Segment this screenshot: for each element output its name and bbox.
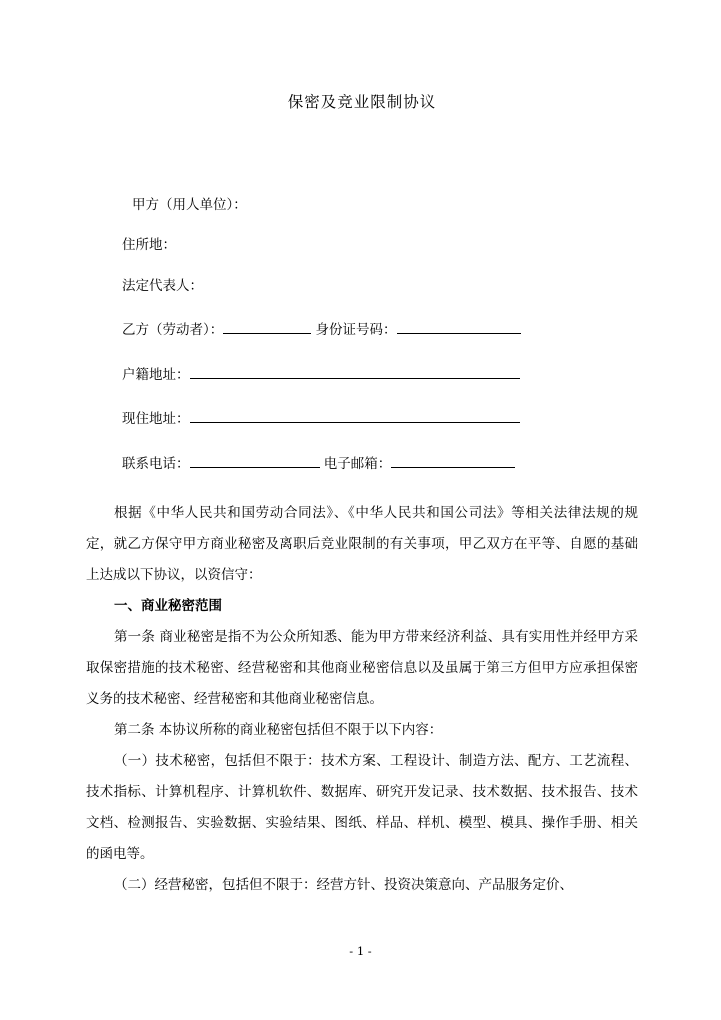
- paragraph-article-2-item-2: （二）经营秘密，包括但不限于：经营方针、投资决策意向、产品服务定价、: [114, 877, 573, 893]
- document-body: [86, 0, 638, 901]
- page-number: - 1 -: [349, 944, 372, 958]
- paragraph-preamble: 根据《中华人民共和国劳动合同法》、《中华人民共和国公司法》等相关法律法规的规定，就乙方保守甲方商业秘密及离职后竞业限制的有关事项，甲乙双方在平等、自愿的基础上达成以下协议，以资信守：: [86, 505, 638, 583]
- section-heading-trade-secret-scope: 一、商业秘密范围: [114, 598, 222, 614]
- field-current-address-input[interactable]: [190, 409, 520, 423]
- field-party-b-label: 乙方（劳动者）：: [122, 322, 224, 338]
- field-address: [86, 239, 638, 253]
- field-party-a-label: 甲方（用人单位）：: [132, 196, 247, 213]
- paragraph-article-2: 第二条 本协议所称的商业秘密包括但不限于以下内容：: [114, 722, 443, 738]
- field-household-address: [86, 365, 638, 383]
- field-id-number-input[interactable]: [397, 320, 521, 334]
- field-party-b: [86, 320, 638, 338]
- field-party-a: [86, 196, 638, 213]
- field-household-address-input[interactable]: [190, 365, 520, 379]
- field-household-address-label: 户籍地址：: [122, 366, 190, 383]
- field-current-address: [86, 409, 638, 427]
- paragraph-article-2-item-1: （一）技术秘密，包括但不限于：技术方案、工程设计、制造方法、配方、工艺流程、技术指标、计算机程序、计算机软件、数据库、研究开发记录、技术数据、技术报告、技术文档、检测报告、实验数据、实验结果、图纸、样品、样机、模型、模具、操作手册、相关的函电等。: [86, 753, 638, 862]
- field-current-address-label: 现住地址：: [122, 411, 190, 427]
- field-email-input[interactable]: [391, 454, 515, 468]
- field-legal-representative: [86, 277, 638, 294]
- field-address-label: 住所地：: [122, 237, 176, 253]
- field-contact-phone-label: 联系电话：: [122, 455, 190, 472]
- field-contact-phone: [86, 454, 638, 472]
- field-id-number-label: 身份证号码：: [315, 322, 397, 338]
- field-contact-phone-input[interactable]: [190, 454, 320, 468]
- field-party-b-input[interactable]: [223, 320, 311, 334]
- page-title: 保密及竞业限制协议: [287, 93, 437, 111]
- field-email-label: 电子邮箱：: [323, 455, 392, 472]
- party-information-block: [86, 196, 638, 472]
- paragraph-article-1: 第一条 商业秘密是指不为公众所知悉、能为甲方带来经济利益、具有实用性并经甲方采取保密措施的技术秘密、经营秘密和其他商业秘密信息以及虽属于第三方但甲方应承担保密义务的技术秘密、经营秘密和其他商业秘密信息。: [86, 629, 638, 707]
- field-legal-representative-label: 法定代表人：: [122, 277, 203, 294]
